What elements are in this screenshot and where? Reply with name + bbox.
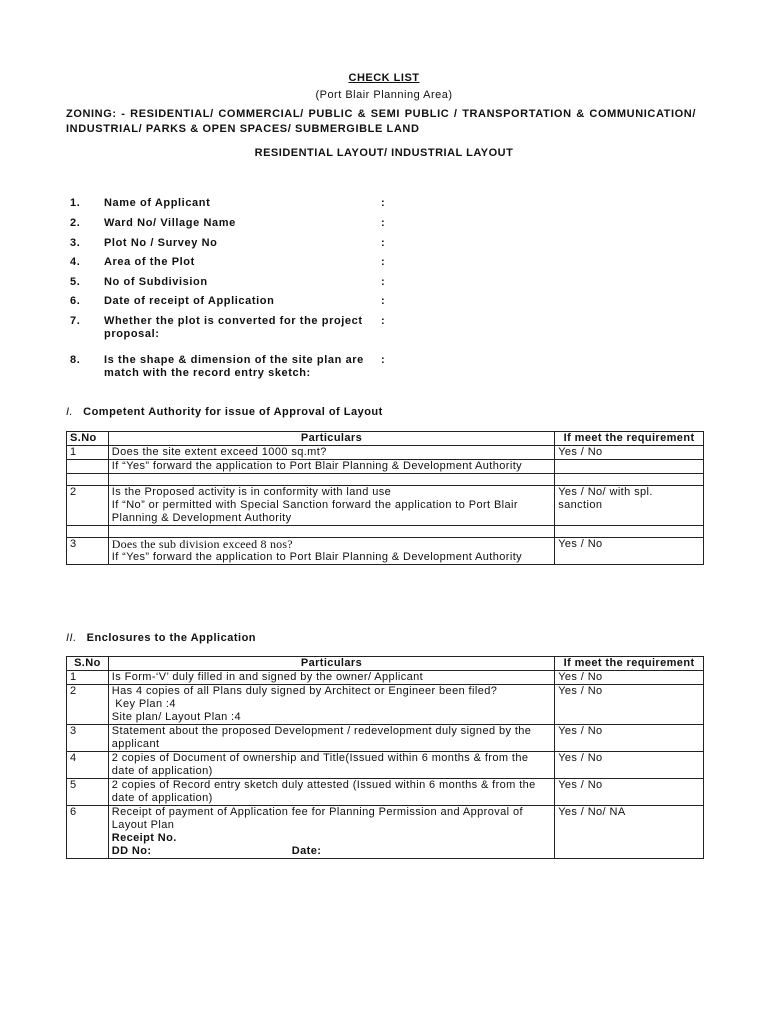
column-header-requirement: If meet the requirement (555, 432, 704, 446)
row-answer: Yes / No (555, 446, 704, 460)
section-1-numeral: I. (66, 406, 74, 418)
detail-label: Date of receipt of Application (104, 295, 275, 307)
row-sno: 3 (67, 538, 109, 565)
detail-colon: : (381, 256, 386, 268)
detail-number: 4. (70, 256, 81, 268)
dd-no-label: DD No: (111, 845, 152, 857)
date-label: Date: (291, 845, 322, 857)
detail-colon: : (381, 237, 386, 249)
row-question: Is the Proposed activity is in conformity with land use (111, 486, 392, 498)
table-row (67, 446, 704, 460)
column-header-requirement: If meet the requirement (555, 657, 704, 671)
table-row (67, 725, 704, 752)
table-row (67, 460, 704, 474)
row-sno: 5 (67, 779, 109, 806)
row-text: Statement about the proposed Development / redevelopment duly signed by the applicant (108, 725, 554, 752)
receipt-no-label: Receipt No. (111, 832, 177, 844)
row-note: If “Yes” forward the application to Port Blair Planning & Development Authority (111, 551, 523, 563)
enclosures-table (66, 656, 704, 859)
page-subtitle: (Port Blair Planning Area) (315, 89, 453, 101)
row-sno: 3 (67, 725, 109, 752)
table-row (67, 538, 704, 565)
row-answer: Yes / No (555, 538, 704, 565)
section-1-title: Competent Authority for issue of Approval of Layout (83, 406, 383, 418)
dd-date-line (112, 845, 551, 858)
detail-label: Area of the Plot (104, 256, 195, 268)
row-answer: Yes / No (555, 671, 704, 685)
detail-label: Ward No/ Village Name (104, 217, 236, 229)
row-answer: Yes / No/ with spl. sanction (555, 486, 704, 526)
detail-number: 1. (70, 197, 81, 209)
column-header-sno: S.No (67, 657, 109, 671)
row-question: Does the sub division exceed 8 nos? (111, 537, 293, 551)
spacer-row (67, 474, 704, 486)
table-row (67, 685, 704, 725)
row-answer: Yes / No (555, 779, 704, 806)
row-sno: 2 (67, 486, 109, 526)
column-header-particulars: Particulars (108, 657, 554, 671)
table-header-row (67, 432, 704, 446)
detail-label: Plot No / Survey No (104, 237, 218, 249)
detail-label: No of Subdivision (104, 276, 208, 288)
detail-label: Is the shape & dimension of the site plan are match with the record entry sketch: (104, 354, 364, 379)
row-sno: 1 (67, 671, 109, 685)
column-header-sno: S.No (67, 432, 109, 446)
row-question: Does the site extent exceed 1000 sq.mt? (108, 446, 554, 460)
row-note: If “Yes” forward the application to Port Blair Planning & Development Authority (108, 460, 554, 474)
table-row (67, 779, 704, 806)
row-text: Is Form-‘V’ duly filled in and signed by the owner/ Applicant (108, 671, 554, 685)
detail-number: 2. (70, 217, 81, 229)
table-header-row (67, 657, 704, 671)
detail-label: Name of Applicant (104, 197, 211, 209)
section-1-heading (66, 406, 383, 418)
layout-heading: RESIDENTIAL LAYOUT/ INDUSTRIAL LAYOUT (254, 147, 514, 159)
table-row (67, 752, 704, 779)
site-plan-count: Site plan/ Layout Plan :4 (111, 711, 242, 723)
detail-colon: : (381, 295, 386, 307)
row-sno: 2 (67, 685, 109, 725)
column-header-particulars: Particulars (108, 432, 554, 446)
row-text: Has 4 copies of all Plans duly signed by Architect or Engineer been filed? (111, 685, 498, 697)
detail-number: 6. (70, 295, 81, 307)
row-note: If “No” or permitted with Special Sanction forward the application to Port Blair Planning & Development Authority (111, 499, 518, 524)
zoning-text: ZONING: - RESIDENTIAL/ COMMERCIAL/ PUBLIC & SEMI PUBLIC / TRANSPORTATION & COMMUNICATION/ INDUSTRIAL/ PARKS & OPEN SPACES/ SUBMERGIBLE LAND (66, 108, 696, 135)
row-sno: 1 (67, 446, 109, 460)
row-answer: Yes / No (555, 752, 704, 779)
detail-label: Whether the plot is converted for the project proposal: (104, 315, 363, 340)
table-row (67, 486, 704, 526)
table-row (67, 671, 704, 685)
row-sno: 6 (67, 806, 109, 859)
detail-number: 5. (70, 276, 81, 288)
section-2-heading (66, 632, 256, 644)
detail-number: 3. (70, 237, 81, 249)
competent-authority-table (66, 431, 704, 565)
row-sno: 4 (67, 752, 109, 779)
detail-colon: : (381, 197, 386, 209)
row-answer: Yes / No (555, 685, 704, 725)
detail-colon: : (381, 315, 386, 327)
row-text: Receipt of payment of Application fee for Planning Permission and Approval of Layout Plan (111, 806, 523, 831)
table-row (67, 806, 704, 859)
detail-number: 8. (70, 354, 81, 366)
page-title: CHECK LIST (348, 72, 420, 84)
detail-colon: : (381, 217, 386, 229)
detail-number: 7. (70, 315, 81, 327)
row-answer: Yes / No/ NA (555, 806, 704, 859)
row-text: 2 copies of Document of ownership and Title(Issued within 6 months & from the date of application) (108, 752, 554, 779)
spacer-row (67, 526, 704, 538)
row-text: 2 copies of Record entry sketch duly attested (Issued within 6 months & from the date of application) (108, 779, 554, 806)
row-answer: Yes / No (555, 725, 704, 752)
detail-colon: : (381, 354, 386, 366)
section-2-numeral: II. (66, 632, 77, 644)
key-plan-count: Key Plan :4 (111, 698, 176, 710)
section-2-title: Enclosures to the Application (86, 632, 257, 644)
detail-colon: : (381, 276, 386, 288)
